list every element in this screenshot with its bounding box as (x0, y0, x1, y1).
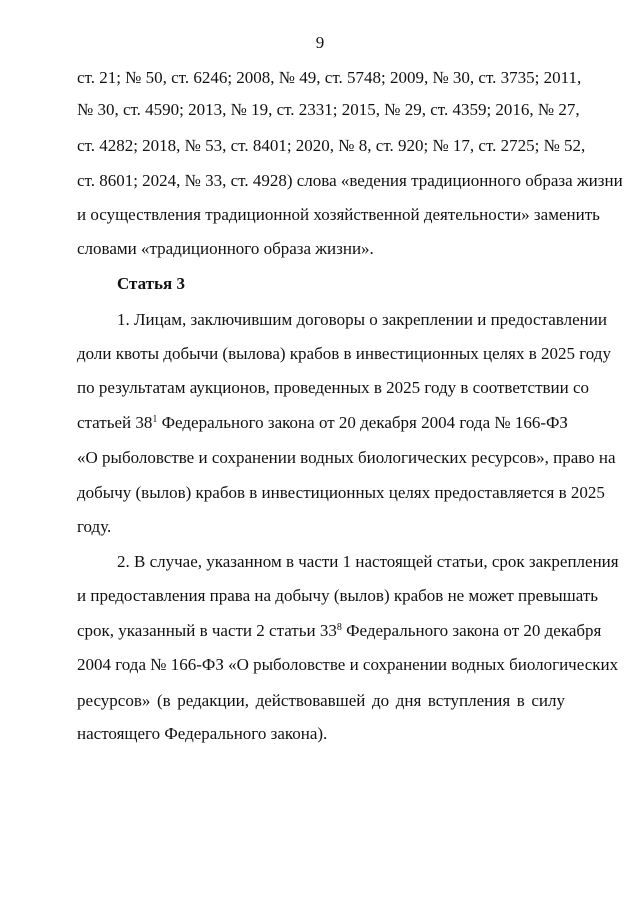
text-fragment: срок, указанный в части 2 статьи 33 (77, 621, 337, 640)
text-line: словами «традиционного образа жизни». (77, 239, 374, 258)
text-line: 2004 года № 166-ФЗ «О рыболовстве и сохранении водных биологических (77, 655, 619, 674)
text-line: № 30, ст. 4590; 2013, № 19, ст. 2331; 2015, № 29, ст. 4359; 2016, № 27, (77, 100, 580, 119)
text-line: доли квоты добычи (вылова) крабов в инвестиционных целях в 2025 году (77, 344, 611, 363)
text-line (77, 619, 602, 643)
text-line: ресурсов» (в редакции, действовавшей до дня вступления в силу (77, 691, 565, 710)
text-fragment: Федерального закона от 20 декабря (341, 621, 602, 640)
text-line: «О рыболовстве и сохранении водных биологических ресурсов», право на (77, 448, 616, 467)
page-number: 9 (315, 33, 325, 52)
text-line: и предоставления права на добычу (вылов) крабов не может превышать (77, 586, 599, 605)
superscript-number: 1 (152, 414, 158, 425)
article-heading: Статья 3 (117, 274, 185, 293)
text-fragment: Федерального закона от 20 декабря 2004 года № 166-ФЗ (157, 413, 568, 432)
text-line: добычу (вылов) крабов в инвестиционных целях предоставляется в 2025 (77, 483, 605, 502)
text-line: ст. 4282; 2018, № 53, ст. 8401; 2020, № 8, ст. 920; № 17, ст. 2725; № 52, (77, 136, 586, 155)
text-line: настоящего Федерального закона). (77, 724, 328, 743)
superscript-number: 8 (336, 622, 342, 633)
text-fragment: статьей 38 (77, 413, 153, 432)
text-line: по результатам аукционов, проведенных в 2025 году в соответствии со (77, 378, 590, 397)
text-line: и осуществления традиционной хозяйственной деятельности» заменить (77, 205, 600, 224)
text-line (77, 411, 568, 435)
text-line: 2. В случае, указанном в части 1 настоящей статьи, срок закрепления (117, 552, 619, 571)
text-line: ст. 8601; 2024, № 33, ст. 4928) слова «ведения традиционного образа жизни (77, 171, 623, 190)
text-line: году. (77, 517, 112, 536)
text-line: ст. 21; № 50, ст. 6246; 2008, № 49, ст. 5748; 2009, № 30, ст. 3735; 2011, (77, 68, 582, 87)
text-line: 1. Лицам, заключившим договоры о закреплении и предоставлении (117, 310, 607, 329)
